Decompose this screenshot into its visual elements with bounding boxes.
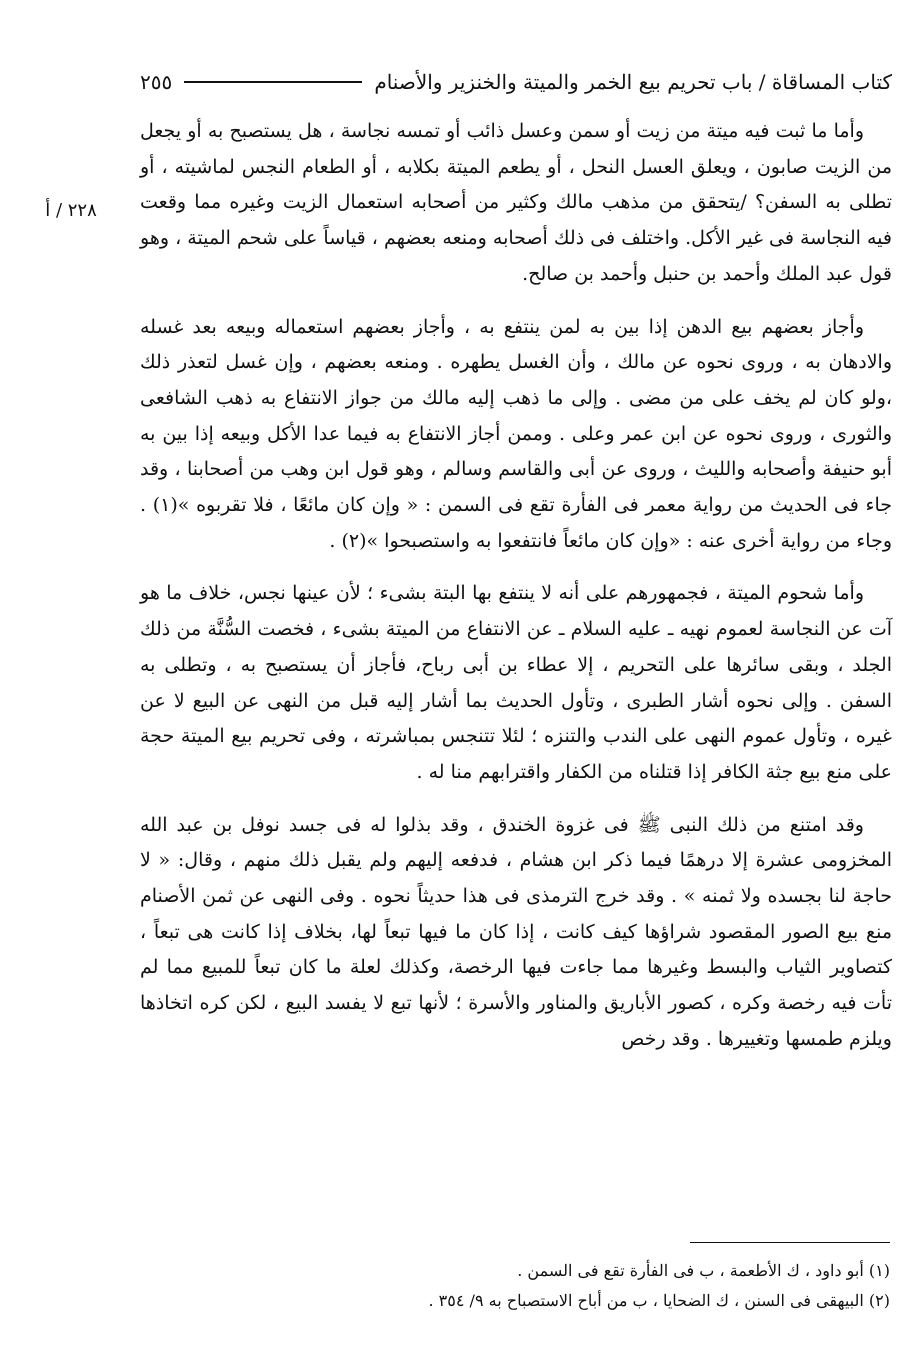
footnotes bbox=[140, 1256, 890, 1316]
chapter-title: كتاب المساقاة / باب تحريم بيع الخمر والميتة والخنزير والأصنام bbox=[374, 70, 892, 94]
paragraph: وأما ما ثبت فيه ميتة من زيت أو سمن وعسل ذائب أو تمسه نجاسة ، هل يستصبح به أو يجعل من الزيت صابون ، ويعلق العسل النحل ، أو يطعم الميتة بكلابه ، أو الطعام النجس لماشيته ، أو تطلى به السفن؟ /يتحقق من مذهب مالك وكثير من أصحابه استعمال الزيت وغيره مما وقعت فيه النجاسة فى غير الأكل. واختلف فى ذلك أصحابه ومنعه بعضهم ، قياساً على شحم الميتة ، وهو قول عبد الملك وأحمد بن حنبل وأحمد بن صالح. bbox=[140, 120, 892, 285]
paragraph: وقد امتنع من ذلك النبى ﷺ فى غزوة الخندق ، وقد بذلوا له فى جسد نوفل بن عبد الله المخزومى عشرة إلا درهمًا فيما ذكر ابن هشام ، فدفعه إليهم ولم يقبل ذلك منهم ، وقال: « لا حاجة لنا بجسده ولا ثمنه » . وقد خرج الترمذى فى هذا حديثاً نحوه . وفى النهى عن ثمن الأصنام منع بيع الصور المقصود شراؤها كيف كانت ، إذا كان ما فيها تبعاً لها، بخلاف إذا كانت هى تبعاً ، كتصاوير الثياب والبسط وغيرها مما جاءت فيها الرخصة، وكذلك لعلة ما كان تبعاً للمبيع مما لم تأت فيه رخصة وكره ، كصور الأباريق والمناور والأسرة ؛ لأنها تبع لا يفسد البيع ، لكن كره اتخاذها ويلزم طمسها وتغييرها . وقد رخص bbox=[140, 813, 892, 1050]
paragraph: وأما شحوم الميتة ، فجمهورهم على أنه لا ينتفع بها البتة بشىء ؛ لأن عينها نجس، خلاف ما هو آت عن النجاسة لعموم نهيه ـ عليه السلام ـ عن الانتفاع من الميتة بشىء ، فخصت السُّنَّة من ذلك الجلد ، وبقى سائرها على التحريم ، إلا عطاء بن أبى رباح، فأجاز أن يستصبح به ، وتطلى به السفن . وإلى نحوه أشار الطبرى ، وتأول الحديث بما أشار إليه قبل من النهى عن البيع لا عن غيره ، وتأول عموم النهى على الندب والتنزه ؛ لئلا تتنجس بمباشرته ، وفى تحريم بيع الميتة حجة على منع بيع جثة الكافر إذا قتلناه من الكفار واقترابهم منا له . bbox=[140, 582, 892, 783]
footnote-rule bbox=[690, 1242, 890, 1243]
page-number: ٢٥٥ bbox=[140, 70, 173, 94]
footnote-1: (١) أبو داود ، ك الأطعمة ، ب فى الفأرة تقع فى السمن . bbox=[517, 1261, 890, 1280]
paragraph: وأجاز بعضهم بيع الدهن إذا بين به لمن ينتفع به ، وأجاز بعضهم استعماله وبيعه بعد غسله والادهان به ، وروى نحوه عن مالك ، وأن الغسل يطهره . ومنعه بعضهم ، وإن غسل لتعذر ذلك ،ولو كان لم يخف على من مضى . وإلى ما ذهب إليه مالك من جواز الانتفاع به ذهب الشافعى والثورى ، وروى نحوه عن ابن عمر وعلى . وممن أجاز الانتفاع به فيما عدا الأكل وبيعه إذا بين به أبو حنيفة وأصحابه والليث ، وروى عن أبى والقاسم وسالم ، وهو قول ابن وهب من أصحابنا ، وقد جاء فى الحديث من رواية معمر فى الفأرة تقع فى السمن : « وإن كان مائعًا ، فلا تقربوه »(١) . وجاء من رواية أخرى عنه : «وإن كان مائعاً فانتفعوا به واستصبحوا »(٢) . bbox=[140, 315, 892, 552]
manuscript-folio-note: ٢٢٨ / أ bbox=[45, 200, 97, 221]
footnote-2: (٢) البيهقى فى السنن ، ك الضحايا ، ب من أباح الاستصباح به ٩/ ٣٥٤ . bbox=[428, 1291, 890, 1310]
header-rule bbox=[184, 81, 362, 83]
running-header bbox=[140, 62, 892, 102]
main-text bbox=[140, 114, 892, 1075]
